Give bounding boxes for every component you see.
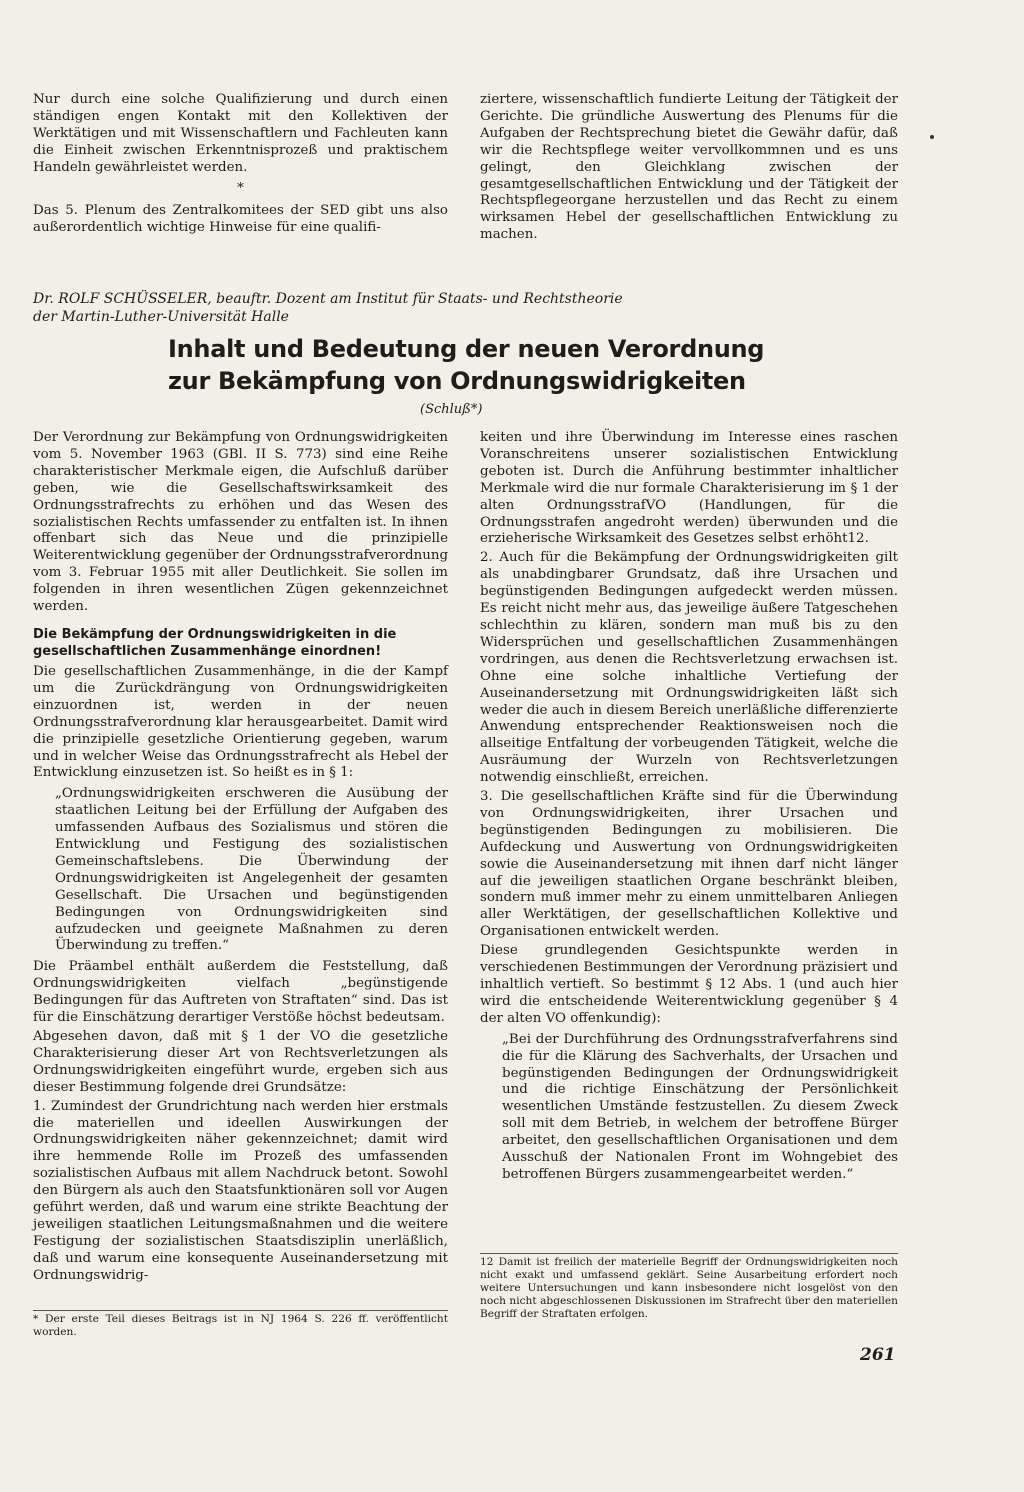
footnote: * Der erste Teil dieses Beitrags ist in NJ 1964 S. 226 ff. veröffentlicht worden.: [33, 1310, 448, 1339]
top-left-column: [33, 92, 448, 237]
title-line: Inhalt und Bedeutung der neuen Verordnung: [168, 335, 765, 363]
body-left-column: [33, 430, 448, 1285]
ink-speck: [930, 135, 934, 139]
paragraph: 3. Die gesellschaftlichen Kräfte sind für die Überwindung von Ordnungswidrigkeiten, ihrer Ursachen und begünstigenden Bedingungen zu mobilisieren. Die Aufdeckung und Auswertung von Ordnungswidrigkeiten sowie die Auseinandersetzung mit ihnen darf nicht länger auf die jeweiligen staatlichen Organe beschränkt bleiben, sondern muß immer mehr zu einem unmittelbaren Anliegen aller Werktätigen, der gesellschaftlichen Kollektive und Organisationen entwickelt werden.: [480, 789, 898, 940]
footnote: 12 Damit ist freilich der materielle Begriff der Ordnungswidrigkeiten noch nicht exakt und umfassend geklärt. Seine Ausarbeitung erfordert noch weitere Untersuchungen und kann insbesondere nicht losgelöst von den noch nicht abgeschlossenen Diskussionen im Strafrecht über den materiellen Begriff der Straftaten erfolgen.: [480, 1253, 898, 1321]
paragraph: Nur durch eine solche Qualifizierung und durch einen ständigen engen Kontakt mit den Kollektiven der Werktätigen und mit Wissenschaftlern und Fachleuten kann die Einheit zwischen Erkenntnisprozeß und praktischem Handeln gewährleistet werden.: [33, 92, 448, 175]
page-number: 261: [860, 1345, 896, 1365]
paragraph: Diese grundlegenden Gesichtspunkte werden in verschiedenen Bestimmungen der Verordnung präzisiert und inhaltlich vertieft. So bestimmt § 12 Abs. 1 (und auch hier wird die entscheidende Weiterentwicklung gegenüber § 4 der alten VO offenkundig):: [480, 943, 898, 1026]
block-quote: „Bei der Durchführung des Ordnungsstrafverfahrens sind die für die Klärung des Sachverhalts, der Ursachen und begünstigenden Bedingungen der Ordnungswidrigkeit und die richtige Einschätzung der Persönlichkeit wesentlichen Umstände festzustellen. Zu diesem Zweck soll mit dem Betrieb, in welchem der betroffene Bürger arbeitet, den gesellschaftlichen Organisationen und dem Ausschuß der Nationalen Front im Wohngebiet des betroffenen Bürgers zusammengearbeitet werden.“: [502, 1031, 898, 1182]
paragraph: Das 5. Plenum des Zentralkomitees der SED gibt uns also außerordentlich wichtige Hinweise für eine qualifi-: [33, 203, 448, 236]
author-byline: [33, 290, 713, 326]
article-subtitle: (Schluß*): [420, 402, 483, 417]
body-right-column: [480, 430, 898, 1188]
author-line: Dr. ROLF SCHÜSSELER, beauftr. Dozent am Institut für Staats- und Rechtstheorie: [33, 291, 623, 307]
author-affiliation: der Martin-Luther-Universität Halle: [33, 309, 289, 325]
paragraph: Die gesellschaftlichen Zusammenhänge, in die der Kampf um die Zurückdrängung von Ordnungswidrigkeiten einzuordnen ist, werden in der neuen Ordnungsstrafverordnung klar herausgearbeitet. Damit wird die prinzipielle gesetzliche Orientierung gegeben, warum und in welcher Weise das Ordnungsstrafrecht als Hebel der Entwicklung einzusetzen ist. So heißt es in § 1:: [33, 663, 448, 781]
section-heading: Die Bekämpfung der Ordnungswidrigkeiten in die gesellschaftlichen Zusammenhänge einordnen!: [33, 626, 397, 659]
paragraph: 1. Zumindest der Grundrichtung nach werden hier erstmals die materiellen und ideellen Auswirkungen der Ordnungswidrigkeiten näher gekennzeichnet; damit wird ihre hemmende Rolle im Prozeß des umfassenden sozialistischen Aufbaus mit allem Nachdruck betont. Sowohl den Bürgern als auch den Staatsfunktionären soll vor Augen geführt werden, daß und warum eine strikte Beachtung der jeweiligen staatlichen Leitungsmaßnahmen und die weitere Festigung der sozialistischen Staatsdisziplin unerläßlich, daß und warum eine konsequente Auseinandersetzung mit Ordnungswidrig-: [33, 1098, 448, 1283]
block-quote: „Ordnungswidrigkeiten erschweren die Ausübung der staatlichen Leitung bei der Erfüllung der Aufgaben des umfassenden Aufbaus des Sozialismus und stören die Entwicklung und Festigung des sozialistischen Gemeinschaftslebens. Die Überwindung der Ordnungswidrigkeiten ist Angelegenheit der gesamten Gesellschaft. Die Ursachen und begünstigenden Bedingungen von Ordnungswidrigkeiten sind aufzudecken und geeignete Maßnahmen zu deren Überwindung zu treffen.“: [55, 786, 448, 954]
paragraph: 2. Auch für die Bekämpfung der Ordnungswidrigkeiten gilt als unabdingbarer Grundsatz, daß ihre Ursachen und begünstigenden Bedingungen aufgedeckt werden müssen. Es reicht nicht mehr aus, das jeweilige äußere Tatgeschehen schlechthin zu klären, sondern man muß bis zu den Widersprüchen und gesellschaftlichen Zusammenhängen vordringen, aus denen die Rechtsverletzung erwachsen ist. Ohne eine solche inhaltliche Vertiefung der Auseinandersetzung mit Ordnungswidrigkeiten läßt sich weder die auch in diesem Bereich unerläßliche differenzierte Anwendung entsprechender Reaktionsweisen noch die allseitige Entfaltung der vorbeugenden Tätigkeit, welche die Ausräumung der Wurzeln von Rechtsverletzungen notwendig einschließt, erreichen.: [480, 550, 898, 786]
title-line: zur Bekämpfung von Ordnungswidrigkeiten: [168, 367, 746, 395]
section-separator: *: [237, 180, 244, 196]
paragraph: Abgesehen davon, daß mit § 1 der VO die gesetzliche Charakterisierung dieser Art von Rechtsverletzungen als Ordnungswidrigkeiten eingeführt wurde, ergeben sich aus dieser Bestimmung folgende drei Grundsätze:: [33, 1029, 448, 1095]
paragraph: ziertere, wissenschaftlich fundierte Leitung der Tätigkeit der Gerichte. Die gründliche Auswertung des Plenums für die Aufgaben der Rechtsprechung bietet die Gewähr dafür, daß wir die Rechtspflege weiter vervollkommnen und es uns gelingt, den Gleichklang zwischen der gesamtgesellschaftlichen Entwicklung und der Tätigkeit der Rechtspflegeorgane herzustellen und das Recht zu einem wirksamen Hebel der gesellschaftlichen Entwicklung zu machen.: [480, 92, 898, 243]
article-title: [168, 333, 808, 397]
paragraph: Die Präambel enthält außerdem die Feststellung, daß Ordnungswidrigkeiten vielfach „begünstigende Bedingungen für das Auftreten von Straftaten“ sind. Das ist für die Einschätzung derartiger Verstöße höchst bedeutsam.: [33, 959, 448, 1026]
paragraph: keiten und ihre Überwindung im Interesse eines raschen Voranschreitens unserer sozialistischen Entwicklung geboten ist. Durch die Anführung bestimmter inhaltlicher Merkmale wird die nur formale Charakterisierung im § 1 der alten OrdnungsstrafVO (Handlungen, für die Ordnungsstrafen angedroht werden) überwunden und die erzieherische Wirksamkeit des Gesetzes selbst erhöht12.: [480, 430, 898, 547]
top-right-column: [480, 92, 898, 244]
paragraph: Der Verordnung zur Bekämpfung von Ordnungswidrigkeiten vom 5. November 1963 (GBl. II S. 773) sind eine Reihe charakteristischer Merkmale eigen, die Aufschluß darüber geben, wie die Gesellschaftswirksamkeit des Ordnungsstrafrechts zu erhöhen und das Wesen des sozialistischen Rechts umfassender zu entfalten ist. In ihnen offenbart sich das Neue und die prinzipielle Weiterentwicklung gegenüber der Ordnungsstrafverordnung vom 3. Februar 1955 mit aller Deutlichkeit. Sie sollen im folgenden in ihren wesentlichen Zügen gekennzeichnet werden.: [33, 430, 449, 615]
